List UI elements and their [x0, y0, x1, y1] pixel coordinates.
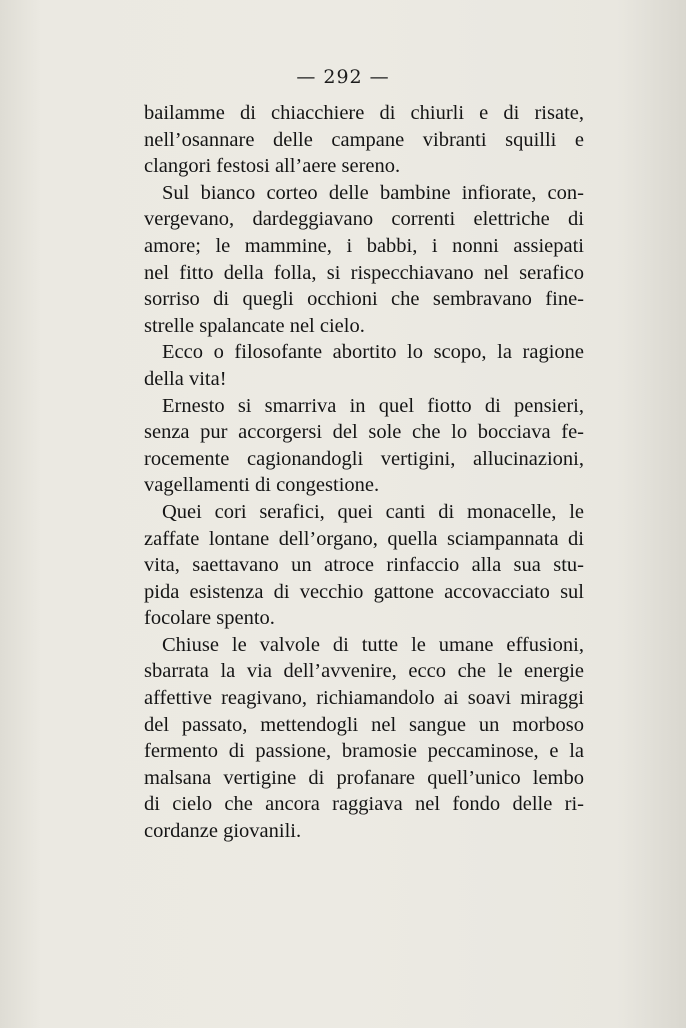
text-line: vita, saettavano un atroce rinfaccio alla sua stu-	[144, 554, 584, 577]
text-line: cordanze giovanili.	[144, 820, 302, 843]
text-line: clangori festosi all’aere sereno.	[144, 155, 401, 178]
text-line: affettive reagivano, richiamandolo ai soavi miraggi	[144, 687, 584, 710]
text-line: Quei cori serafici, quei canti di monacelle, le	[162, 500, 584, 523]
text-line: strelle spalancate nel cielo.	[144, 314, 365, 337]
text-line: malsana vertigine di profanare quell’unico lembo	[144, 766, 584, 789]
text-line: rocemente cagionandogli vertigini, allucinazioni,	[144, 447, 584, 470]
body-text	[144, 100, 584, 845]
text-line: Ecco o filosofante abortito lo scopo, la ragione	[162, 341, 584, 364]
text-line: focolare spento.	[144, 607, 275, 630]
text-line: fermento di passione, bramosie peccaminose, e la	[144, 740, 584, 763]
text-line: del passato, mettendogli nel sangue un morboso	[144, 713, 584, 736]
text-line: nel fitto della folla, si rispecchiavano nel serafico	[144, 261, 584, 284]
text-line: sorriso di quegli occhioni che sembravano fine-	[144, 288, 584, 311]
page-number: — 292 —	[296, 66, 390, 88]
text-line: vergevano, dardeggiavano correnti elettriche di	[144, 208, 584, 231]
text-line: di cielo che ancora raggiava nel fondo delle ri-	[144, 793, 584, 816]
text-line: Ernesto si smarriva in quel fiotto di pensieri,	[162, 394, 584, 417]
text-line: sbarrata la via dell’avvenire, ecco che le energie	[144, 660, 584, 683]
text-line: Sul bianco corteo delle bambine infiorate, con-	[162, 181, 584, 204]
text-line: amore; le mammine, i babbi, i nonni assiepati	[144, 234, 584, 257]
text-line: senza pur accorgersi del sole che lo bocciava fe-	[144, 421, 584, 444]
text-line: nell’osannare delle campane vibranti squilli e	[144, 128, 584, 151]
text-line: pida esistenza di vecchio gattone accovacciato sul	[144, 580, 584, 603]
text-line: Chiuse le valvole di tutte le umane effusioni,	[162, 633, 584, 656]
text-line: vagellamenti di congestione.	[144, 474, 380, 497]
text-line: zaffate lontane dell’organo, quella sciampannata di	[144, 527, 584, 550]
text-line: della vita!	[144, 367, 227, 390]
text-line: bailamme di chiacchiere di chiurli e di risate,	[144, 102, 584, 124]
